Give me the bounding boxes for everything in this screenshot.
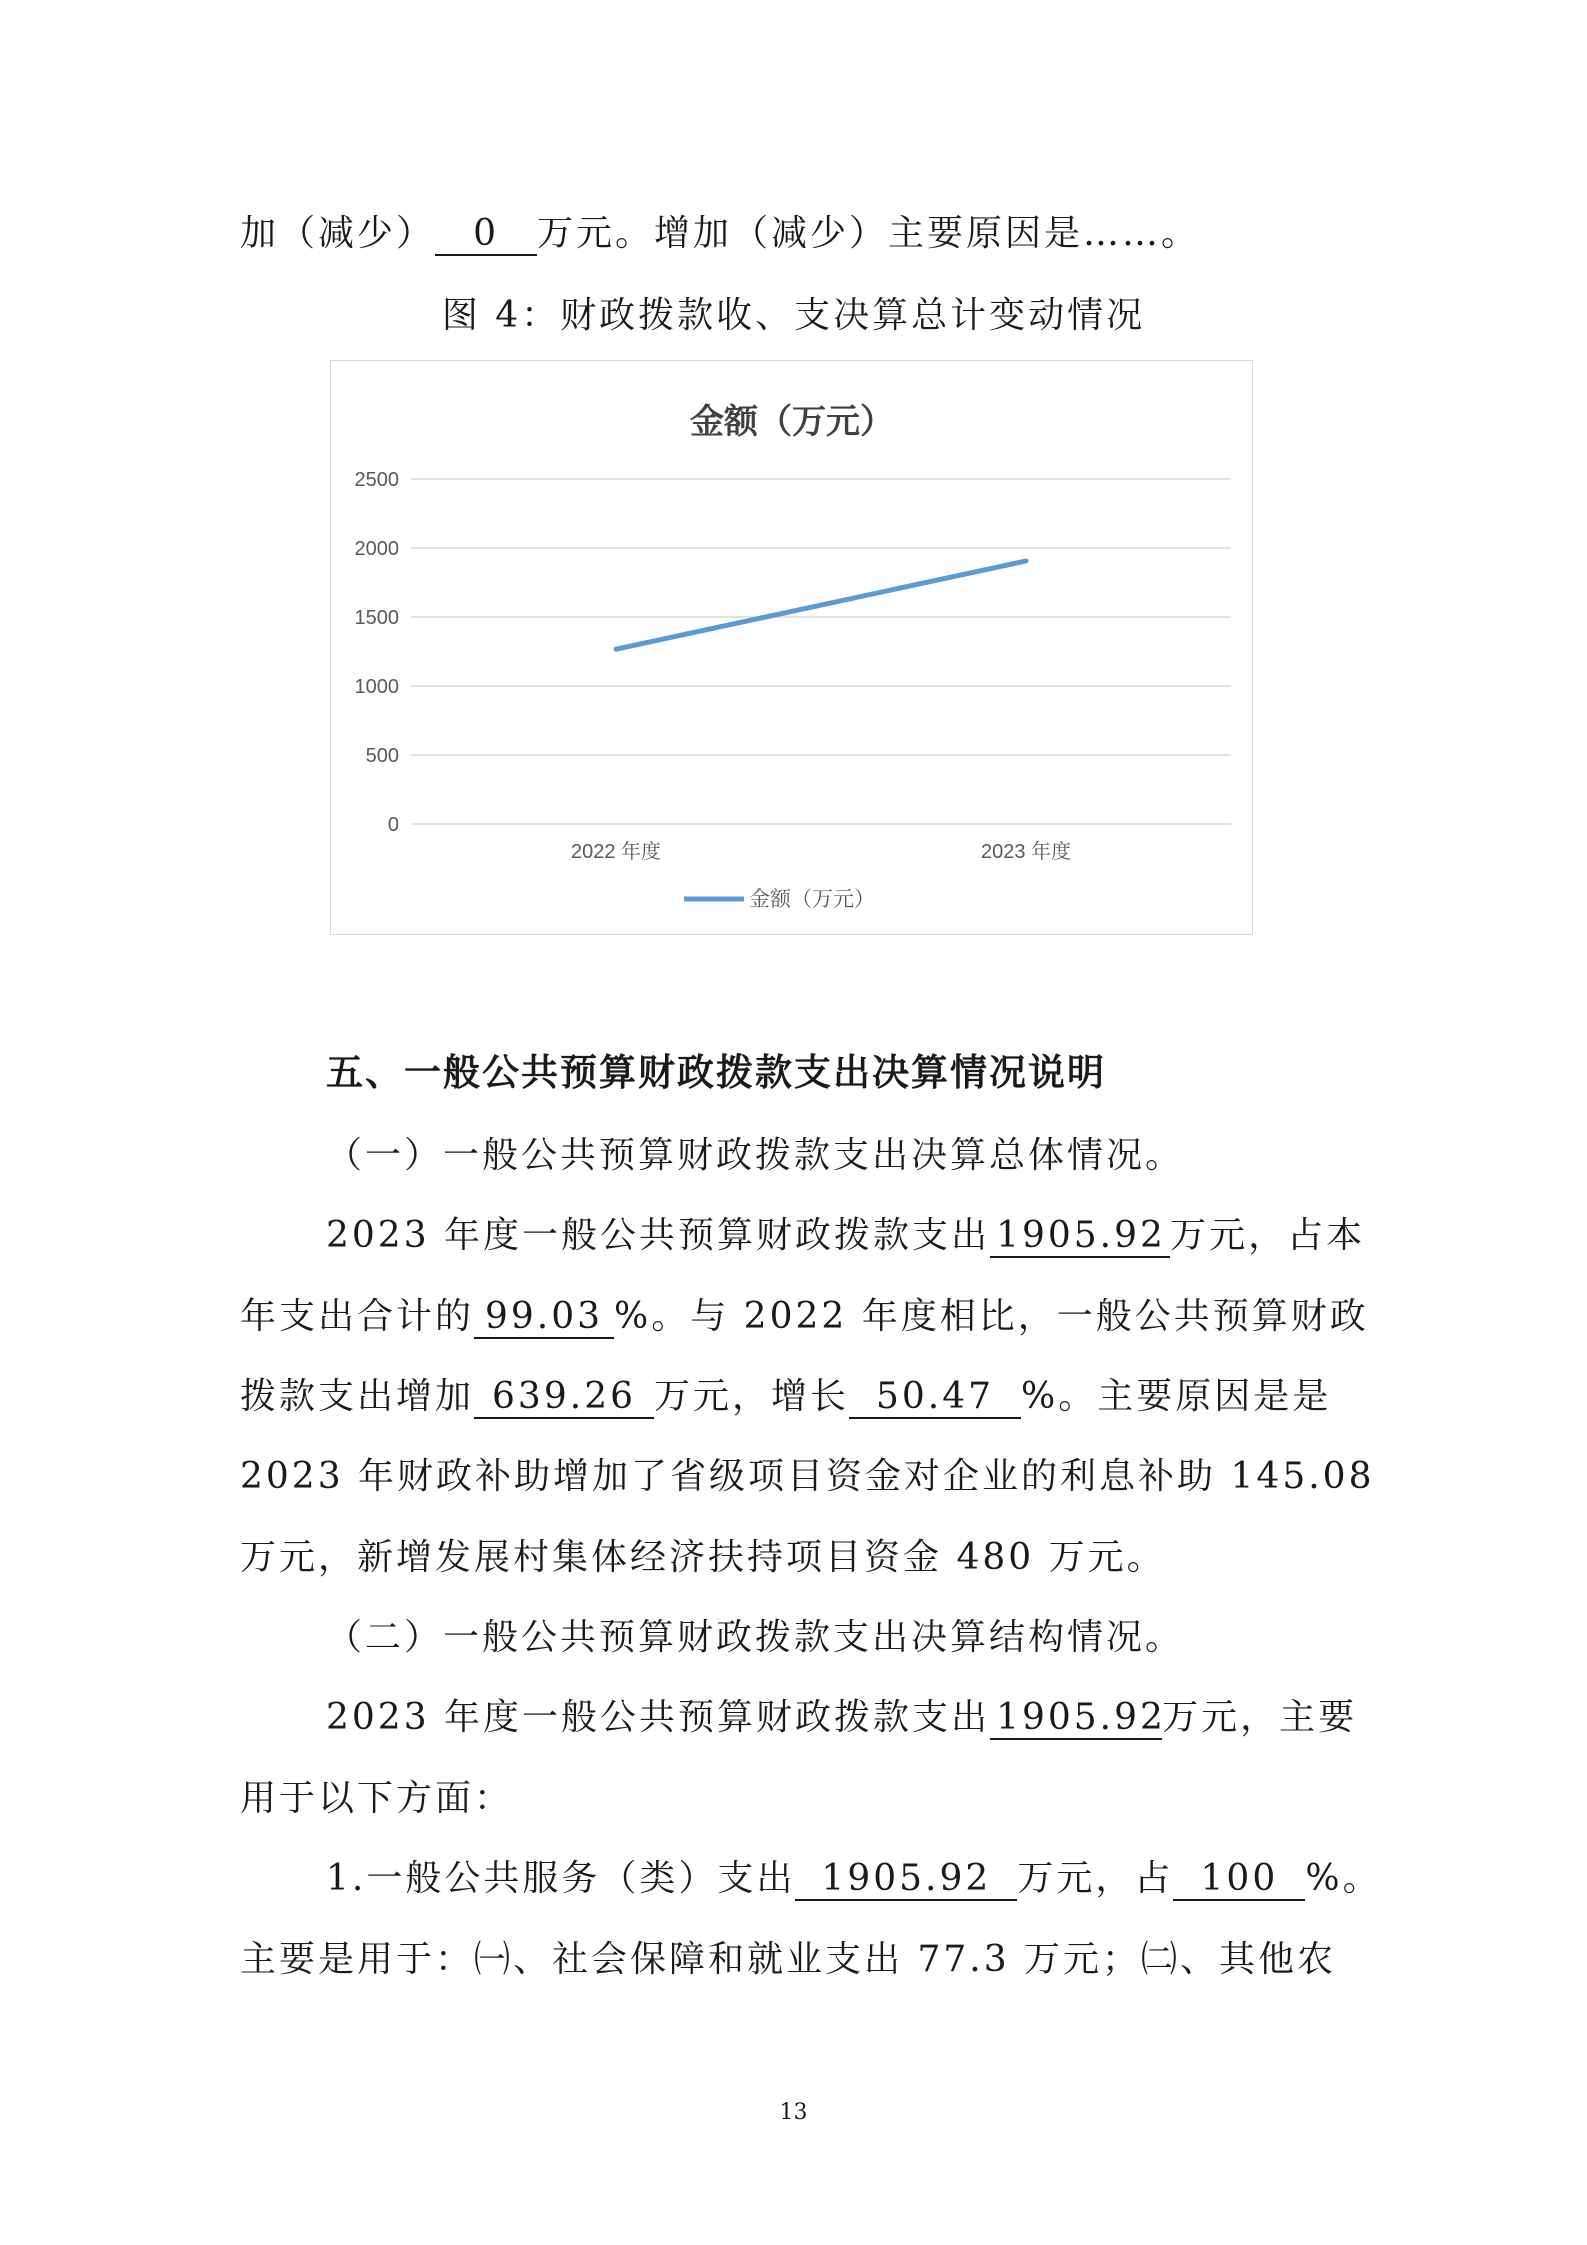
text-segment: 万元，占本 <box>1170 1215 1366 1256</box>
y-tick-label: 1000 <box>354 676 399 698</box>
section-heading: 五、一般公共预算财政拨款支出决算情况说明 <box>326 1051 1106 1094</box>
text-line: 万元，新增发展村集体经济扶持项目资金 480 万元。 <box>240 1537 1166 1578</box>
text-segment: %。主要原因是是 <box>1021 1376 1332 1417</box>
text-line <box>326 1694 1358 1742</box>
text-line <box>240 1293 1369 1341</box>
underlined-value: 1905.92 <box>990 1216 1170 1258</box>
y-tick-label: 2000 <box>354 538 399 560</box>
legend-label: 金额（万元） <box>749 888 875 911</box>
text-segment: 加（减少） <box>240 213 436 254</box>
subheading: （二）一般公共预算财政拨款支出决算结构情况。 <box>326 1617 1185 1658</box>
underlined-value: 1905.92 <box>990 1698 1162 1740</box>
text-line: 用于以下方面： <box>240 1778 514 1819</box>
text-segment: 万元，主要 <box>1162 1697 1358 1738</box>
text-line <box>326 1212 1366 1260</box>
text-segment: 万元。增加（减少）主要原因是……。 <box>537 213 1201 254</box>
underlined-value: 639.26 <box>474 1377 654 1419</box>
series-line <box>616 561 1026 649</box>
figure-caption: 图 4：财政拨款收、支决算总计变动情况 <box>441 295 1146 336</box>
subheading: （一）一般公共预算财政拨款支出决算总体情况。 <box>326 1135 1185 1176</box>
y-tick-label: 2500 <box>354 469 399 491</box>
underlined-value: 100 <box>1173 1859 1305 1901</box>
text-line: 2023 年财政补助增加了省级项目资金对企业的利息补助 145.08 <box>240 1456 1375 1497</box>
text-segment: 年支出合计的 <box>240 1296 475 1337</box>
underlined-value: 99.03 <box>474 1297 614 1339</box>
text-line <box>240 210 1352 258</box>
underlined-value: 0 <box>435 214 537 256</box>
text-segment: %。 <box>1305 1858 1382 1899</box>
line-chart <box>330 360 1253 935</box>
text-segment: %。与 2022 年度相比，一般公共预算财政 <box>614 1296 1369 1337</box>
chart-svg <box>331 361 1254 936</box>
underlined-value: 1905.92 <box>795 1859 1017 1901</box>
y-tick-label: 1500 <box>354 607 399 629</box>
text-line: 主要是用于：㈠、社会保障和就业支出 77.3 万元；㈡、其他农 <box>240 1939 1337 1980</box>
y-tick-label: 0 <box>387 814 399 836</box>
text-segment: 2023 年度一般公共预算财政拨款支出 <box>326 1697 991 1738</box>
text-segment: 万元，增长 <box>654 1376 850 1417</box>
underlined-value: 50.47 <box>849 1377 1021 1419</box>
text-line <box>240 1373 1352 1421</box>
x-tick-label: 2023 年度 <box>980 841 1072 863</box>
chart-title: 金额（万元） <box>690 403 894 441</box>
text-segment: 1.一般公共服务（类）支出 <box>326 1858 796 1899</box>
page-number: 13 <box>779 2100 808 2125</box>
text-segment: 万元，占 <box>1017 1858 1174 1899</box>
text-segment: 拨款支出增加 <box>240 1376 475 1417</box>
x-tick-label: 2022 年度 <box>570 841 662 863</box>
text-segment: 2023 年度一般公共预算财政拨款支出 <box>326 1215 991 1256</box>
text-line <box>326 1855 1382 1903</box>
y-tick-label: 500 <box>365 745 399 767</box>
